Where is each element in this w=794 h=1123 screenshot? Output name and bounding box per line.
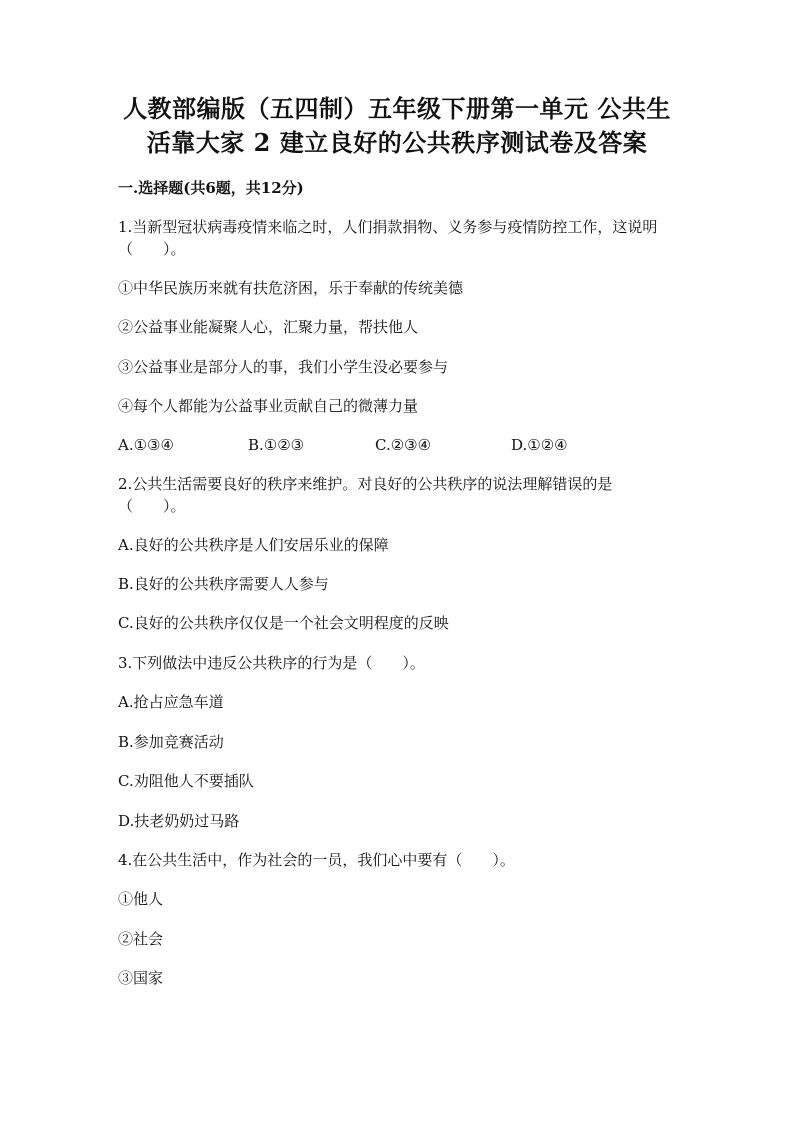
question-3-option-d: D.扶老奶奶过马路 bbox=[118, 812, 240, 830]
question-4-stem: 4.在公共生活中，作为社会的一员，我们心中要有（ ）。 bbox=[118, 851, 515, 869]
question-3-option-b: B.参加竞赛活动 bbox=[118, 733, 224, 751]
document-title bbox=[100, 92, 694, 160]
question-4-statement-2: ②社会 bbox=[118, 930, 164, 948]
question-3-stem: 3.下列做法中违反公共秩序的行为是（ ）。 bbox=[118, 654, 425, 672]
question-4-statement-1: ①他人 bbox=[118, 890, 164, 908]
question-1-statement-4: ④每个人都能为公益事业贡献自己的微薄力量 bbox=[118, 397, 419, 415]
question-1-statement-3: ③公益事业是部分人的事，我们小学生没必要参与 bbox=[118, 358, 449, 376]
question-3-option-c: C.劝阻他人不要插队 bbox=[118, 772, 254, 790]
question-2-stem: 2.公共生活需要良好的秩序来维护。对良好的公共秩序的说法理解错误的是（ ）。 bbox=[118, 475, 613, 515]
title-line-1: 人教部编版（五四制）五年级下册第一单元 公共生 bbox=[123, 94, 671, 123]
question-1-statement-1: ①中华民族历来就有扶危济困，乐于奉献的传统美德 bbox=[118, 279, 464, 297]
question-1-statement-2: ②公益事业能凝聚人心，汇聚力量，帮扶他人 bbox=[118, 318, 419, 336]
question-1-stem: 1.当新型冠状病毒疫情来临之时，人们捐款捐物、义务参与疫情防控工作，这说明（ ）。 bbox=[118, 218, 658, 258]
question-2-option-a: A.良好的公共秩序是人们安居乐业的保障 bbox=[118, 536, 389, 554]
question-2-option-c: C.良好的公共秩序仅仅是一个社会文明程度的反映 bbox=[118, 614, 449, 632]
question-4-statement-3: ③国家 bbox=[118, 969, 164, 987]
question-1-option-b: B.①②③ bbox=[248, 436, 305, 454]
question-1-option-a: A.①③④ bbox=[118, 436, 174, 454]
title-line-2: 活靠大家 2 建立良好的公共秩序测试卷及答案 bbox=[146, 128, 648, 157]
question-1-option-c: C.②③④ bbox=[375, 436, 432, 454]
question-2-option-b: B.良好的公共秩序需要人人参与 bbox=[118, 575, 329, 593]
section-header: 一.选择题(共6题，共12分) bbox=[118, 179, 304, 197]
question-3-option-a: A.抢占应急车道 bbox=[118, 693, 224, 711]
question-1-option-d: D.①②④ bbox=[511, 436, 568, 454]
